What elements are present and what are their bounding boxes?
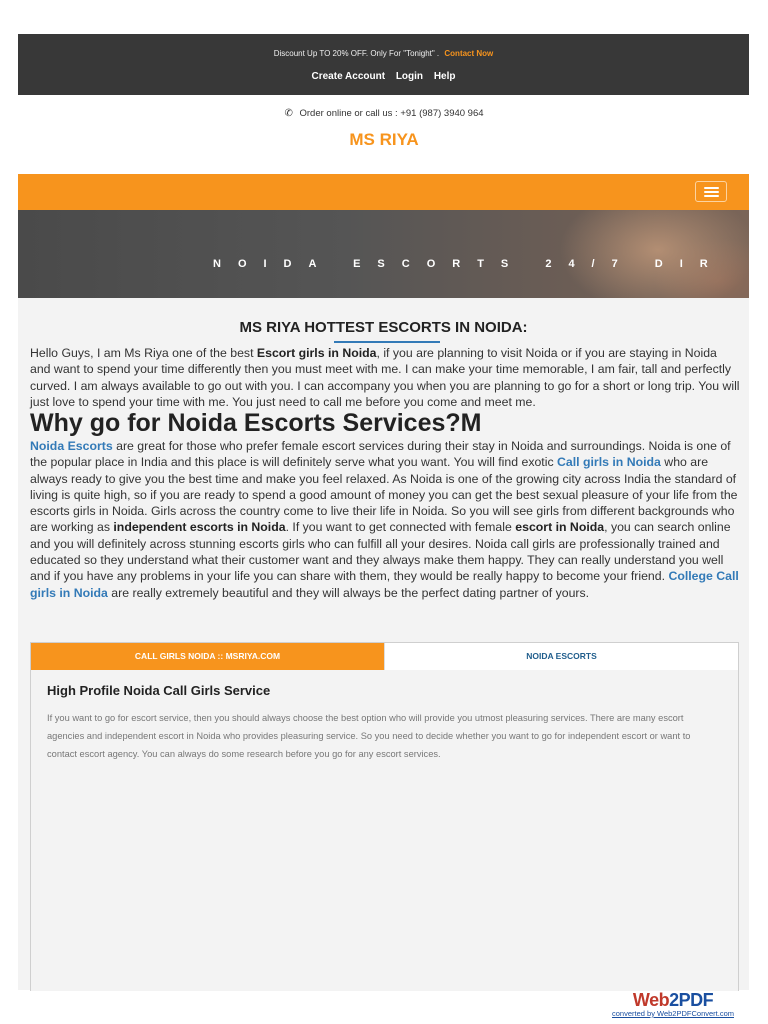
noida-escorts-link[interactable]: Noida Escorts	[30, 439, 113, 453]
college-call-girls-link[interactable]: College Call girls in Noida	[30, 569, 739, 600]
tab-content-text: If you want to go for escort service, then you should always choose the best option who will provide you utmost pleasuring services. There are many escort agencies and independent escort in Noida who provides pleasuring service. So you need to decide whether you want to go for independent escort or want to contact escort agency. You can always do some research before you go for any escort services.	[47, 713, 691, 759]
main-content	[18, 298, 749, 990]
why-heading: Why go for Noida Escorts Services?M	[30, 409, 482, 437]
promo-banner	[18, 49, 749, 58]
banner-ticker: NOIDA ESCORTS 24/7 DIR	[213, 258, 725, 270]
web2pdf-watermark[interactable]	[606, 990, 740, 1018]
body-paragraph: Noida Escorts are great for those who prefer female escort services during their stay in Noida and surroundings. Noida is one of the popular place in India and this place is will definitely serve what you want. You will find exotic Call girls in Noida who are always ready to give you the best time and make you feel relaxed. As Noida is one of the growing city across India the standard of living is quite high, so if you are ready to spend a good amount of money you can get the best sexual pleasure of your life from the escorts girls in Noida. Girls across the country come to live their life in Noida. So you will see girls from different backgrounds who are working as independent escorts in Noida. If you want to get connected with female escort in Noida, you can search online and you will definitely across stunning escorts girls who can fulfill all your desires. Noida call girls are professionally trained and educated so they understand what their customer want and they always make them happy. They can really understand you well and if you have any problems in your life you can share with them, they would be really happy to become your friend. College Call girls in Noida are really extremely beautiful and they will always be the perfect dating partner of yours.	[30, 439, 739, 600]
phone-icon: ✆	[284, 108, 293, 119]
intro-paragraph: Hello Guys, I am Ms Riya one of the best Escort girls in Noida, if you are planning to visit Noida or if you are staying in Noida and want to spend your time differently then you must meet with me. I can make your time memorable, I am fair, tall and perfectly curved. I am always available to go out with you. I can accompany you when you are planning to go for a short or long trip. You will just love to spend your time with me. You just need to call me before you come and meet me.	[30, 346, 740, 409]
navbar	[18, 174, 749, 210]
contact-now-link[interactable]: Contact Now	[444, 49, 494, 58]
converted-by-link[interactable]: converted by Web2PDFConvert.com	[612, 1009, 734, 1018]
intro-keyword: Escort girls in Noida	[256, 346, 377, 360]
title-underline	[334, 341, 440, 343]
help-link[interactable]: Help	[433, 71, 456, 82]
escort-keyword: escort in Noida	[515, 520, 605, 535]
login-link[interactable]: Login	[395, 71, 424, 82]
call-girls-link[interactable]: Call girls in Noida	[557, 455, 661, 470]
independent-keyword: independent escorts in Noida	[113, 520, 286, 535]
contact-phone	[0, 108, 768, 119]
tab-call-girls-noida[interactable]: CALL GIRLS NOIDA :: MSRIYA.COM	[31, 643, 384, 670]
web2pdf-logo: Web2PDF	[632, 990, 714, 1010]
account-links	[18, 71, 749, 82]
top-bar	[18, 34, 749, 95]
page-title: MS RIYA HOTTEST ESCORTS IN NOIDA:	[239, 319, 528, 336]
hero-banner	[18, 210, 749, 298]
site-brand[interactable]: MS RIYA	[349, 130, 419, 149]
hamburger-menu-icon[interactable]	[695, 181, 727, 202]
create-account-link[interactable]: Create Account	[311, 71, 386, 82]
tab-panel	[30, 642, 739, 991]
tab-noida-escorts[interactable]: NOIDA ESCORTS	[384, 643, 738, 670]
phone-text: Order online or call us : +91 (987) 3940 964	[299, 108, 484, 119]
promo-text: Discount Up TO 20% OFF. Only For "Tonight" .	[273, 49, 440, 58]
tab-heading: High Profile Noida Call Girls Service	[47, 683, 271, 698]
